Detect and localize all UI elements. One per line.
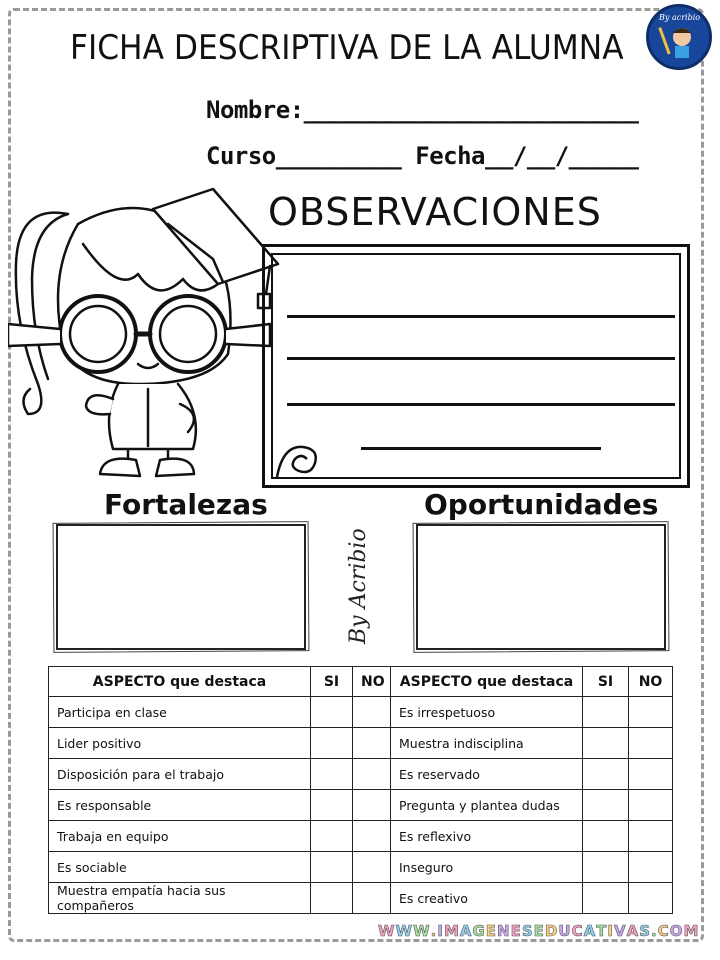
oportunidades-box [416, 524, 666, 650]
observaciones-line [287, 315, 675, 318]
footer-letter: W [395, 922, 414, 940]
no-cell[interactable] [353, 728, 391, 759]
footer-letter: E [533, 922, 545, 940]
fortalezas-title: Fortalezas [104, 488, 268, 521]
aspect-label: Es reservado [391, 759, 583, 790]
nombre-field: Nombre:________________________ [206, 96, 639, 124]
footer-letter: M [683, 922, 700, 940]
column-header: ASPECTO que destaca [391, 667, 583, 697]
footer-letter: O [669, 922, 684, 940]
no-cell[interactable] [353, 821, 391, 852]
footer-letter: S [639, 922, 652, 940]
si-cell[interactable] [583, 883, 629, 914]
no-cell[interactable] [353, 759, 391, 790]
aspect-label: Inseguro [391, 852, 583, 883]
footer-letter: W [413, 922, 431, 940]
footer-letter: E [510, 922, 522, 940]
footer-letter: C [657, 922, 670, 940]
table-row [49, 852, 673, 883]
oportunidades-title: Oportunidades [424, 488, 659, 521]
footer-letter: C [571, 922, 584, 940]
si-cell[interactable] [311, 697, 353, 728]
table-row [49, 883, 673, 914]
logo [646, 4, 712, 70]
footer-letter: E [485, 922, 498, 940]
si-cell[interactable] [583, 790, 629, 821]
footer-letter: A [583, 922, 597, 940]
observaciones-box [262, 244, 690, 488]
footer-letter: A [459, 922, 473, 940]
observaciones-line [287, 403, 675, 406]
no-cell[interactable] [353, 852, 391, 883]
aspect-label: Disposición para el trabajo [49, 759, 311, 790]
observaciones-title: OBSERVACIONES [268, 190, 602, 234]
footer-letter: I [437, 922, 444, 940]
footer-letter: T [596, 922, 608, 940]
column-header: ASPECTO que destaca [49, 667, 311, 697]
si-cell[interactable] [311, 728, 353, 759]
table-row [49, 697, 673, 728]
aspect-label: Pregunta y plantea dudas [391, 790, 583, 821]
si-cell[interactable] [311, 790, 353, 821]
si-cell[interactable] [311, 883, 353, 914]
no-cell[interactable] [629, 697, 673, 728]
si-cell[interactable] [583, 852, 629, 883]
table-row [49, 821, 673, 852]
si-cell[interactable] [583, 821, 629, 852]
table-row [49, 790, 673, 821]
page-title: FICHA DESCRIPTIVA DE LA ALUMNA [70, 28, 624, 68]
footer-letter: G [472, 922, 486, 940]
table-row [49, 759, 673, 790]
no-cell[interactable] [353, 790, 391, 821]
curso-fecha-field: Curso_________ Fecha__/__/_____ [206, 142, 639, 170]
aspects-table [48, 666, 673, 914]
no-cell[interactable] [353, 883, 391, 914]
column-header: NO [353, 667, 391, 697]
aspect-label: Es responsable [49, 790, 311, 821]
aspect-label: Es reflexivo [391, 821, 583, 852]
aspect-label: Lider positivo [49, 728, 311, 759]
no-cell[interactable] [629, 728, 673, 759]
author-signature: By Acribio [346, 528, 371, 644]
no-cell[interactable] [629, 883, 673, 914]
observaciones-line [361, 447, 601, 450]
observaciones-line [287, 357, 675, 360]
footer-letter: U [558, 922, 572, 940]
no-cell[interactable] [629, 821, 673, 852]
aspect-label: Es sociable [49, 852, 311, 883]
logo-boy-icon [649, 7, 709, 67]
footer-letter: . [651, 922, 658, 940]
footer-letter: A [626, 922, 640, 940]
si-cell[interactable] [311, 759, 353, 790]
footer-letter: N [497, 922, 511, 940]
logo-text: By acribio [659, 13, 701, 22]
aspect-label: Muestra empatía hacia sus compañeros [49, 883, 311, 914]
si-cell[interactable] [311, 852, 353, 883]
table-row [49, 728, 673, 759]
footer-website [378, 922, 699, 940]
no-cell[interactable] [629, 790, 673, 821]
si-cell[interactable] [311, 821, 353, 852]
footer-letter: W [378, 922, 396, 940]
no-cell[interactable] [353, 697, 391, 728]
si-cell[interactable] [583, 728, 629, 759]
aspect-label: Es irrespetuoso [391, 697, 583, 728]
aspect-label: Es creativo [391, 883, 583, 914]
no-cell[interactable] [629, 759, 673, 790]
footer-letter: V [614, 922, 627, 940]
observaciones-inner-frame [271, 253, 681, 479]
scroll-curl-icon [273, 437, 329, 485]
fortalezas-box [56, 524, 306, 650]
aspect-label: Muestra indisciplina [391, 728, 583, 759]
no-cell[interactable] [629, 852, 673, 883]
footer-letter: D [544, 922, 559, 940]
footer-letter: S [521, 922, 534, 940]
column-header: SI [583, 667, 629, 697]
table-header-row [49, 667, 673, 697]
aspect-label: Participa en clase [49, 697, 311, 728]
column-header: SI [311, 667, 353, 697]
aspect-label: Trabaja en equipo [49, 821, 311, 852]
si-cell[interactable] [583, 759, 629, 790]
footer-letter: M [443, 922, 460, 940]
column-header: NO [629, 667, 673, 697]
girl-graduate-illustration [8, 184, 288, 484]
si-cell[interactable] [583, 697, 629, 728]
footer-letter: I [607, 922, 615, 940]
footer-letter: . [430, 922, 438, 940]
